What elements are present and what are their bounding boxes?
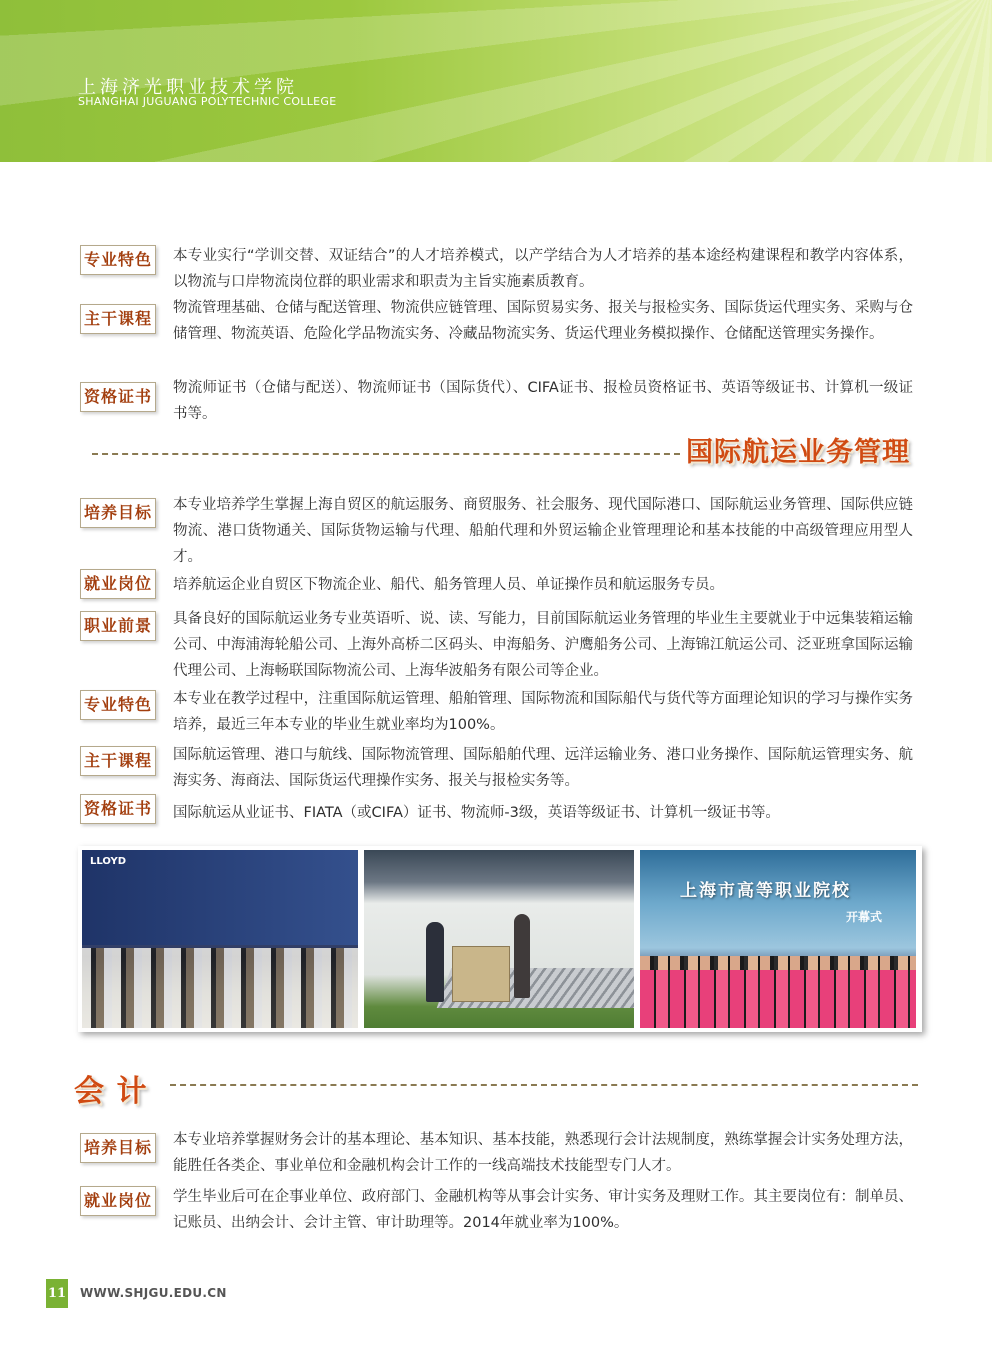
row-tag: 资格证书 — [80, 382, 156, 412]
school-name-cn: 上海济光职业技术学院 — [78, 77, 298, 98]
row-text: 学生毕业后可在企事业单位、政府部门、金融机构等从事会计实务、审计实务及理财工作。其主要岗位有：制单员、记账员、出纳会计、会计主管、审计助理等。2014年就业率为100%。 — [173, 1189, 913, 1231]
student-group — [82, 948, 358, 1028]
section-divider — [170, 1084, 918, 1086]
team-members — [640, 970, 916, 1028]
website-link[interactable]: WWW.SHJGU.EDU.CN — [80, 1286, 227, 1300]
row-text: 本专业实行“学训交替、双证结合”的人才培养模式，以产学结合为人才培养的基本途经构建课程和教学内容体系，以物流与口岸物流岗位群的职业需求和职责为主旨实施素质教育。 — [173, 248, 913, 290]
row-tag: 就业岗位 — [80, 569, 156, 599]
row-text: 国际航运从业证书、FIATA（或CIFA）证书、物流师-3级，英语等级证书、计算机一级证书等。 — [173, 805, 780, 821]
row-tag: 专业特色 — [80, 690, 156, 720]
photo-ship-group — [82, 850, 358, 1028]
row-tag: 主干课程 — [80, 304, 156, 334]
row-text: 本专业在教学过程中，注重国际航运管理、船舶管理、国际物流和国际船代与货代等方面理论知识的学习与操作实务培养，最近三年本专业的毕业生就业率均为100%。 — [173, 691, 913, 733]
row-text: 具备良好的国际航运业务专业英语听、说、读、写能力，目前国际航运业务管理的毕业生主要就业于中远集装箱运输公司、中海浦海轮船公司、上海外高桥二区码头、申海船务、沪鹰船务公司、上海锦江航运公司、泛亚班拿国际运输代理公司、上海畅联国际物流公司、上海华波船务有限公司等企业。 — [173, 611, 913, 679]
row-text: 培养航运企业自贸区下物流企业、船代、船务管理人员、单证操作员和航运服务专员。 — [173, 577, 724, 593]
page-number: 11 — [46, 1279, 68, 1308]
row-text: 本专业培养掌握财务会计的基本理论、基本知识、基本技能，熟悉现行会计法规制度，熟练掌握会计实务处理方法，能胜任各类企、事业单位和金融机构会计工作的一线高端技术技能型专门人才。 — [173, 1132, 913, 1174]
row-tag: 主干课程 — [80, 746, 156, 776]
section-divider — [92, 453, 680, 455]
school-name-en: SHANGHAI JUGUANG POLYTECHNIC COLLEGE — [78, 95, 337, 108]
person — [426, 922, 444, 1002]
photo-strip — [78, 846, 922, 1032]
row-text: 物流师证书（仓储与配送）、物流师证书（国际货代）、CIFA证书、报检员资格证书、英语等级证书、计算机一级证书等。 — [173, 380, 913, 422]
row-text: 国际航运管理、港口与航线、国际物流管理、国际船舶代理、远洋运输业务、港口业务操作、国际航运管理实务、航海实务、海商法、国际货运代理操作实务、报关与报检实务等。 — [173, 747, 913, 789]
pallet-box — [452, 946, 510, 1002]
row-tag: 培养目标 — [80, 498, 156, 528]
row-text: 物流管理基础、仓储与配送管理、物流供应链管理、国际贸易实务、报关与报检实务、国际货运代理实务、采购与仓储管理、物流英语、危险化学品物流实务、冷藏品物流实务、货运代理业务模拟操作、仓储配送管理实务操作。 — [173, 300, 913, 342]
row-tag: 培养目标 — [80, 1133, 156, 1163]
row-tag: 资格证书 — [80, 794, 156, 824]
row-tag: 职业前景 — [80, 611, 156, 641]
row-text: 本专业培养学生掌握上海自贸区的航运服务、商贸服务、社会服务、现代国际港口、国际航运业务管理、国际供应链物流、港口货物通关、国际货物运输与代理、船舶代理和外贸运输企业管理理论和基本技能的中高级管理应用型人才。 — [173, 497, 913, 565]
row-tag: 专业特色 — [80, 245, 156, 275]
photo-warehouse-lab — [364, 850, 634, 1028]
banner-title: 上海市高等职业院校 — [680, 881, 851, 901]
header-banner — [0, 0, 992, 162]
ship-label: LLOYD — [90, 856, 127, 867]
row-tag: 就业岗位 — [80, 1186, 156, 1216]
section-title-shipping: 国际航运业务管理 — [686, 437, 910, 468]
person — [514, 914, 530, 998]
photo-competition — [640, 850, 916, 1028]
section-title-accounting: 会 计 — [74, 1074, 148, 1109]
banner-subtitle: 开幕式 — [845, 910, 882, 924]
